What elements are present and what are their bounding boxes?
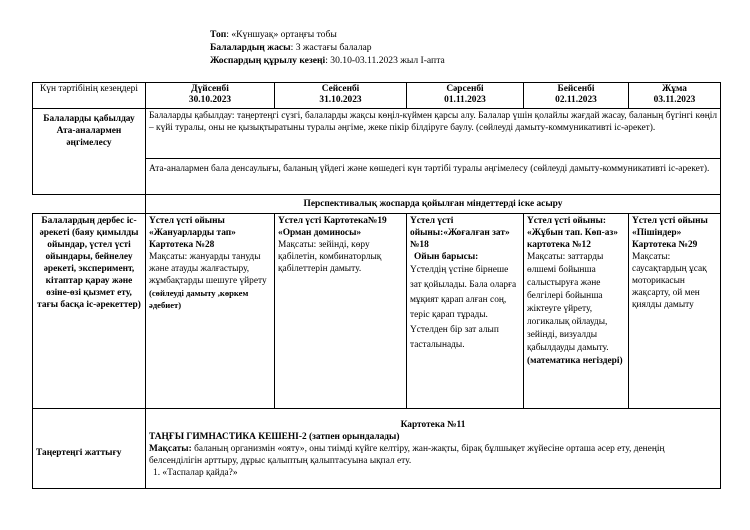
- day-thursday: Бейсенбі 02.11.2023: [524, 83, 629, 109]
- weekly-plan-table: [32, 82, 721, 489]
- reception-text-1: Балаларды қабылдау: таңертеңгі сүзгі, балаларды жақсы көңіл-күймен қарсы алу. Балалар үшін қолайлы жағдай жасау, баланың бүгінгі көңіл – күйі туралы, оны не қызықтыратыны туралы әңгіме, жеке пікір білдіруге баулу. (сөйлеуді дамыту-коммуникативті іс-әрекет).: [146, 109, 721, 159]
- gymnastics-complex: ТАҢҒЫ ГИМНАСТИКА КЕШЕНІ-2 (затпен орындалады): [149, 432, 400, 442]
- activity-friday-goal: Мақсаты: саусақтардың ұсақ моторикасын жақсарту, ой мен қиялды дамыту: [632, 252, 707, 310]
- activity-tuesday: [275, 214, 407, 409]
- activity-monday: [146, 214, 275, 409]
- activity-thursday-note: (математика негіздері): [527, 356, 623, 366]
- activities-label: Балалардың дербес іс-әрекеті (баяу қимылды ойындар, үстел үсті ойындары, бейнелеу әрекеті, эксперимент, кітаптар қарау және өзіне-өзі қызмет ету, тағы басқа іс-әрекеттер): [33, 214, 146, 409]
- days-header-row: [33, 83, 721, 109]
- period-line: Жоспардың құрылу кезеңі: 30.10-03.11.2023 жыл I-апта: [210, 55, 445, 67]
- perspective-heading: Перспективалық жоспарда қойылған міндеттерді іске асыру: [146, 195, 721, 214]
- age-line: Балалардың жасы: 3 жастағы балалар: [210, 42, 372, 54]
- activity-tuesday-title: Үстел үсті Картотека№19 «Орман доминосы»: [278, 216, 387, 238]
- day-friday: Жұма 03.11.2023: [629, 83, 721, 109]
- activity-wednesday: [407, 214, 524, 409]
- gymnastics-content: [146, 409, 721, 489]
- document-header: [210, 28, 445, 68]
- group-line: Топ: «Күншуақ» ортаңғы тобы: [210, 29, 337, 40]
- activity-thursday-title: Үстел үсті ойыны: «Жұбын тап. Көп-аз» картотека №12: [527, 216, 618, 250]
- reception-label: Балаларды қабылдау Ата-аналармен әңгімелесу: [33, 109, 146, 195]
- activity-friday: [629, 214, 721, 409]
- gymnastics-item-1: 1. «Таспалар қайда?»: [153, 468, 238, 478]
- activity-friday-title: Үстел үсті ойыны «Пішіндер» Картотека №29: [632, 216, 708, 250]
- gymnastics-row: [33, 409, 721, 489]
- activity-tuesday-goal: Мақсаты: зейінді, көру қабілетін, комбинаторлық қабілеттерін дамыту.: [278, 240, 382, 274]
- gymnastics-label: Таңертеңгі жаттығу: [33, 409, 146, 489]
- activities-row: [33, 214, 721, 409]
- schedule-header-cell: Күн тәртібінің кезеңдері: [33, 83, 146, 109]
- day-monday: Дүйсенбі 30.10.2023: [146, 83, 275, 109]
- activity-wednesday-sub: Ойын барысы:: [414, 252, 479, 262]
- activity-monday-goal: Мақсаты: жануарды тануды және атауды жалғастыру, жұмбақтарды шешуге үйрету: [149, 252, 267, 286]
- reception-row-1: [33, 109, 721, 159]
- activity-wednesday-title: Үстел үсті ойыны:«Жоғалған зат» №18: [410, 216, 510, 250]
- gymnastics-card: Картотека №11: [400, 420, 466, 430]
- perspective-row: [33, 195, 721, 214]
- activity-thursday: [524, 214, 629, 409]
- activity-thursday-goal: Мақсаты: заттарды өлшемі бойынша салыстыруға және белгілері бойынша жіктеуге үйрету, логикалық ойлауды, зейінді, визуалды қабылдауды дамыту.: [527, 252, 609, 353]
- perspective-spacer: [33, 195, 146, 214]
- gymnastics-goal: Мақсаты: баланың организмін «ояту», оны тиімді күйге келтіру, жан-жақты, бірақ бұлшықет жүйесіне орташа әсер ету, денеңің белсенділігін арттыру, дұрыс қалыптың қалыптасуына ықпал ету.: [149, 444, 665, 466]
- day-tuesday: Сейсенбі 31.10.2023: [275, 83, 407, 109]
- activity-monday-title: Үстел үсті ойыны «Жануарларды тап» Картотека №28: [149, 216, 236, 250]
- activity-wednesday-text: Үстелдің үстіне бірнеше зат қойылады. Бала оларға мұқият қарап алған соң, теріс қарап тұрады. Үстелден бір зат алып тасталынады.: [410, 265, 517, 350]
- reception-text-2: Ата-аналармен бала денсаулығы, баланың үйдегі және көшедегі күн тәртібі туралы әңгімелесу (сөйлеуді дамыту-коммуникативті іс-әрекет).: [146, 159, 721, 195]
- activity-monday-note: (сөйлеуді дамыту ,көркем әдебиет): [149, 288, 249, 310]
- day-wednesday: Сәрсенбі 01.11.2023: [407, 83, 524, 109]
